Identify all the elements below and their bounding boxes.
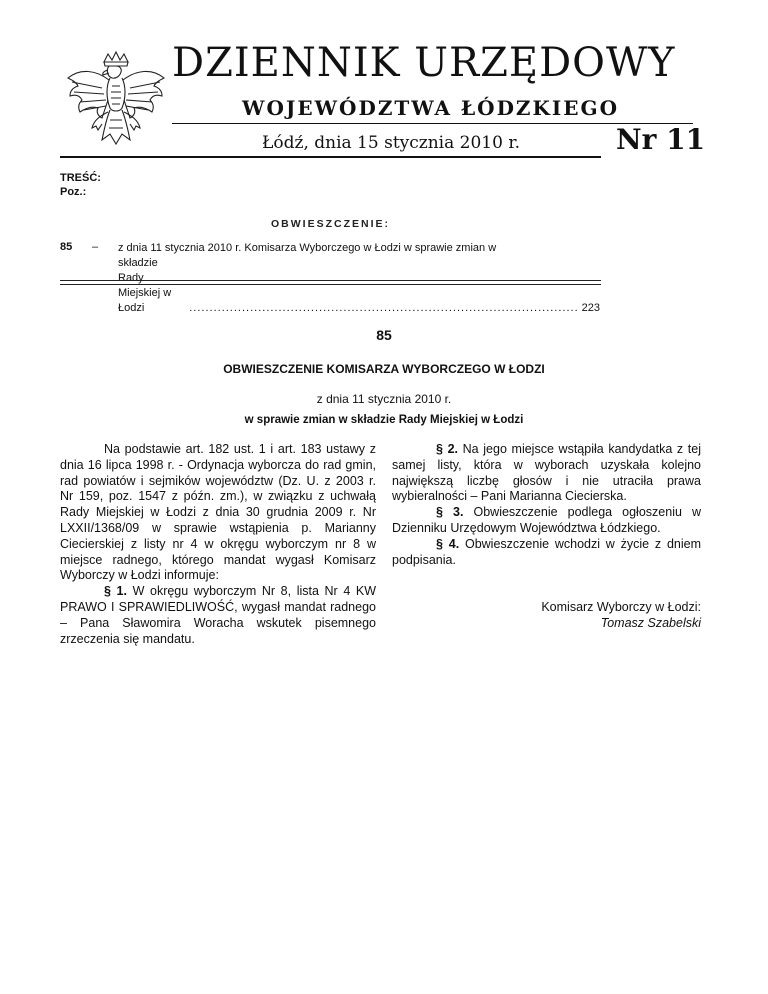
toc-entry-page: 223 bbox=[581, 302, 600, 314]
toc-leader-dots: ................................................................................................ bbox=[189, 302, 579, 314]
signature-title: Komisarz Wyborczy w Łodzi: bbox=[541, 600, 701, 614]
paragraph-3-text: Obwieszczenie podlega ogłoszeniu w Dzienniku Urzędowym Województwa Łódzkiego. bbox=[392, 505, 701, 535]
signature-block bbox=[541, 600, 701, 632]
contents-label: TREŚĆ: bbox=[60, 172, 101, 184]
paragraph-2-label: § 2. bbox=[436, 442, 459, 456]
paragraph-3-label: § 3. bbox=[436, 505, 464, 520]
paragraph-1 bbox=[60, 584, 376, 647]
toc-entry-line1: z dnia 11 stycznia 2010 r. Komisarza Wyborczego w Łodzi w sprawie zmian w bbox=[118, 242, 497, 254]
document-number: 85 bbox=[376, 327, 392, 343]
header-rule-thick bbox=[60, 156, 601, 158]
signature-name: Tomasz Szabelski bbox=[600, 615, 701, 630]
contents-rule bbox=[60, 280, 601, 281]
right-column bbox=[392, 442, 701, 568]
contents-label-block bbox=[60, 171, 101, 199]
issue-date: Łódź, dnia 15 stycznia 2010 r. bbox=[262, 133, 520, 153]
issue-number: Nr 11 bbox=[616, 123, 706, 156]
document-title: OBWIESZCZENIE KOMISARZA WYBORCZEGO W ŁODZI bbox=[223, 362, 545, 376]
position-label: Poz.: bbox=[60, 186, 87, 198]
toc-entry-line2: składzie Rady Miejskiej w Łodzi bbox=[118, 257, 172, 314]
toc-entry[interactable] bbox=[118, 241, 600, 316]
toc-entry-number: 85 bbox=[60, 241, 73, 253]
paragraph-4 bbox=[392, 537, 701, 569]
paragraph-2 bbox=[392, 442, 701, 505]
paragraph-4-label: § 4. bbox=[436, 536, 460, 551]
journal-title: DZIENNIK URZĘDOWY bbox=[172, 40, 676, 86]
document-date: z dnia 11 stycznia 2010 r. bbox=[316, 392, 452, 406]
journal-subtitle: WOJEWÓDZTWA ŁÓDZKIEGO bbox=[242, 96, 620, 120]
header-rule bbox=[172, 123, 693, 124]
intro-paragraph: Na podstawie art. 182 ust. 1 i art. 183 ustawy z dnia 16 lipca 1998 r. - Ordynacja wyborcza do rad gmin, rad powiatów i sejmików województw (Dz. U. z 2003 r. Nr 159, poz. 1547 z późn. zm.), w związku z uchwałą Rady Miejskiej w Łodzi z dnia 30 grudnia 2009 r. Nr LXXII/1368/09 w sprawie wstąpienia p. Marianny Ciecierskiej z listy nr 4 w okręgu wyborczym nr 8 w miejsce radnego, którego mandat wygasł Komisarz Wyborczy w Łodzi informuje: bbox=[60, 442, 376, 583]
contents-section-heading: OBWIESZCZENIE: bbox=[271, 218, 390, 230]
paragraph-4-text: Obwieszczenie wchodzi w życie z dniem podpisania. bbox=[392, 536, 701, 567]
paragraph-1-label: § 1. bbox=[104, 584, 127, 599]
paragraph-3 bbox=[392, 505, 701, 537]
left-column bbox=[60, 442, 376, 647]
eagle-emblem bbox=[62, 48, 170, 152]
contents-rule-second bbox=[60, 284, 601, 285]
document-subject: w sprawie zmian w składzie Rady Miejskiej w Łodzi bbox=[244, 414, 524, 426]
paragraph-2-text: Na jego miejsce wstąpiła kandydatka z tej samej listy, która w wyborach uzyskała kolejno największą liczbę głosów i nie utraciła prawa wybieralności – Pani Marianna Ciecierska. bbox=[392, 442, 701, 504]
paragraph-1-text: W okręgu wyborczym Nr 8, lista Nr 4 KW PRAWO I SPRAWIEDLIWOŚĆ, wygasł mandat radnego – Pana Sławomira Woracha wskutek pisemnego zrzeczenia się mandatu. bbox=[60, 584, 376, 646]
toc-entry-dash: – bbox=[92, 241, 99, 253]
